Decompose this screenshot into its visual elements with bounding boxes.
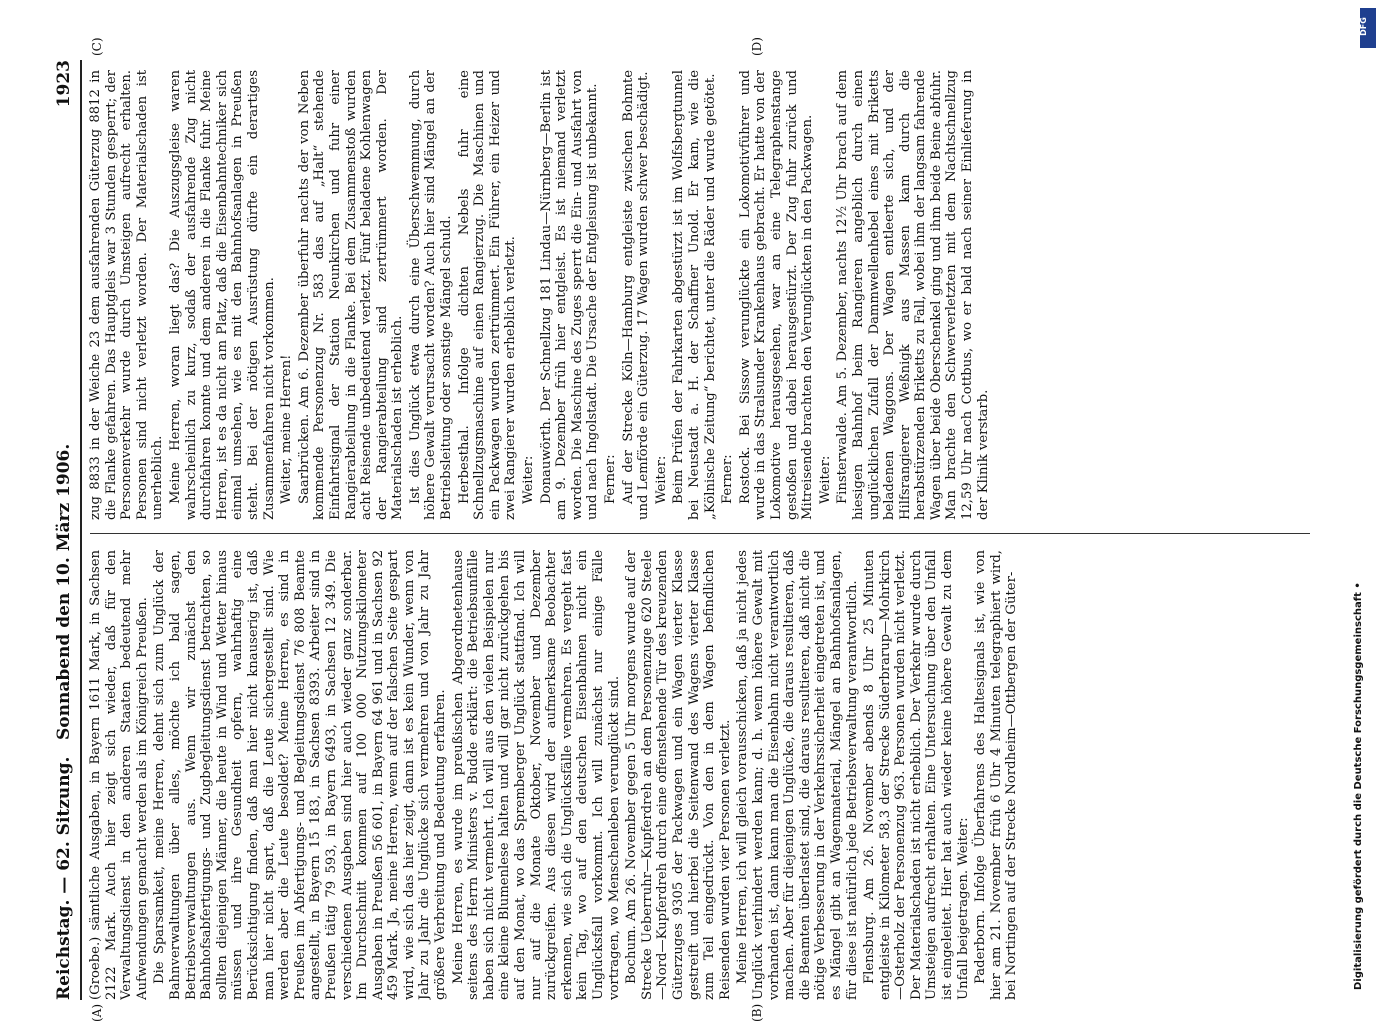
page-header xyxy=(50,60,78,1000)
paragraph: zug 8833 in der Weiche 23 dem ausfahrenden Güterzug 8812 in die Flanke gefahren. Das Hauptgleis war 3 Stunden gesperrt; der Personenverkehr wurde durch Umsteigen aufrecht erhalten. Personen sind nicht verletzt worden. Der Materialschaden ist unerheblich. xyxy=(88,70,166,520)
right-column xyxy=(88,70,1328,520)
dfg-logo-text: DFG xyxy=(1358,17,1368,36)
paragraph: (Groebe.) sämtliche Ausgaben, in Bayern 1611 Mark, in Sachsen 2122 Mark. Auch hier zeigt sich wieder, daß für den Verwaltungsdienst in den anderen Staaten bedeutend mehr Aufwendungen gemacht werden als im Königreich Preußen. xyxy=(88,550,150,1000)
paragraph: Beim Prüfen der Fahrkarten abgestürzt ist im Wolfsbergtunnel bei Neustadt a. H. der Schaffner Unold. Er kam, wie die „Kölnische Zeitung“ berichtet, unter die Räder und wurde getötet. xyxy=(671,70,718,520)
digitization-credit xyxy=(1353,10,1373,990)
paragraph: Ist dies Unglück etwa durch eine Überschwemmung, durch höhere Gewalt verursacht worden? Auch hier sind Mängel an der Betriebsleitung oder sonstige Mängel schuld. xyxy=(407,70,455,520)
paragraph: Herbesthal. Infolge dichten Nebels fuhr eine Schnellzugsmaschine auf einen Rangierzug. Die Maschinen und ein Packwagen wurden zertrümmert. Ein Führer, ein Heizer und zwei Rangierer wurden erheblich verletzt. xyxy=(456,70,519,520)
margin-marker-a: (A) xyxy=(90,1003,104,1022)
paragraph: Saarbrücken. Am 6. Dezember überfuhr nachts der von Neben kommende Personenzug Nr. 583 das auf „Halt“ stehende Einfahrtsignal der Station Neunkirchen und fuhr einer Rangierabteilung in die Flanke. Bei dem Zusammenstoß wurden acht Reisende unbedeutend verletzt. Fünf beladene Kohlenwagen der Rangierabteilung sind zertrümmert worden. Der Materialschaden ist erheblich. xyxy=(296,70,406,520)
paragraph: Weiter: xyxy=(817,455,833,504)
paragraph: Meine Herren, ich will gleich vorausschicken, daß ja nicht jedes Unglück verhindert werden kann; d. h. wenn höhere Gewalt mit vorhanden ist, dann kann man die Eisenbahn nicht verantwortlich machen. Aber für diejenigen Unglücke, die daraus resultieren, daß die Beamten überlastet sind, die daraus resultieren, daß nicht die nötige Verbesserung in der Verkehrssicherheit eingetreten ist, und es Mängel gibt an Wagenmaterial, Mängel an Bahnhofsanlagen, für diese ist natürlich jede Betriebsverwaltung verantwortlich. xyxy=(735,550,860,1000)
paragraph: Ferner: xyxy=(720,454,736,504)
paragraph: Bochum. Am 26. November gegen 5 Uhr morgens wurde auf der Strecke Ueberruhr—Kupferdreh an dem Personenzuge 620 Steele—Nord—Kupferdreh durch eine offenstehende Tür des kreuzenden Güterzuges 9305 der Packwagen und ein Wagen vierter Klasse gestreift und hierbei die Seitenwand des Wagens vierter Klasse zum Teil eingedrückt. Von den in dem Wagen befindlichen Reisenden wurden vier Personen verletzt. xyxy=(624,550,733,1000)
header-title: Reichstag. — 62. Sitzung. xyxy=(54,756,74,1000)
paragraph: Paderborn. Infolge Überfahrens des Haltesignals ist, wie von hier am 21. November früh 6 Uhr 4 Minuten telegraphiert wird, bei Nortingen auf der Strecke Nordheim—Ottbergen der Güter- xyxy=(973,550,1020,1000)
left-column xyxy=(88,550,1328,1000)
paragraph: Meine Herren, woran liegt das? Die Auszugsgleise waren wahrscheinlich zu kurz, sodaß der ausfahrende Zug nicht durchfahren konnte und dem anderen in die Flanke fuhr. Meine Herren, ist es da nicht am Platz, daß die Eisenbahntechniker sich einmal umsehen, wie es mit den Bahnhofsanlagen in Preußen steht. Bei der nötigen Ausrüstung dürfte ein derartiges Zusammenfahren nicht vorkommen. xyxy=(167,70,277,520)
margin-marker-c: (C) xyxy=(90,37,104,56)
paragraph: Finsterwalde. Am 5. Dezember, nachts 12¹⁄₂ Uhr brach auf dem hiesigen Bahnhof beim Rangieren angeblich durch einen unglücklichen Zufall der Dammwellenhebel eines mit Briketts beladenen Waggons. Der Wagen entleerte sich, und der Hilfsrangierer Weßnigk aus Massen kam durch die herabstürzenden Briketts zu Fall, wobei ihm der langsam fahrende Wagen über beide Oberschenkel ging und ihm beide Beine abfuhr. Man brachte den Schwerverletzten mit dem Nachtschnellzug 12,59 Uhr nach Cottbus, wo er bald nach seiner Einlieferung in der Klinik verstarb. xyxy=(835,70,991,520)
paragraph: Meine Herren, es wurde im preußischen Abgeordnetenhause seitens des Herrn Ministers v. Budde erklärt: die Betriebsunfälle haben sich nicht vermehrt. Ich will aus den vielen Beispielen nur eine kleine Blumenlese halten und will gar nicht zurückgehen bis auf den Monat, wo das Spremberger Unglück stattfand. Ich will nur auf die Monate Oktober, November und Dezember zurückgreifen. Aus diesen wird der aufmerksame Beobachter erkennen, wie sich die Unglücksfälle vermehren. Es vergeht fast kein Tag, wo auf den deutschen Eisenbahnen nicht ein Unglücksfall vorkommt. Ich will zunächst nur einige Fälle vortragen, wo Menschenleben verunglückt sind. xyxy=(450,550,622,1000)
column-divider xyxy=(90,533,1310,534)
paragraph: Weiter: xyxy=(521,455,537,504)
paragraph: Auf der Strecke Köln—Hamburg entgleiste zwischen Bohmte und Lemförde ein Güterzug. 17 Wagen wurden schwer beschädigt. xyxy=(620,70,652,520)
margin-marker-b: (B) xyxy=(750,1003,764,1022)
rotated-page-content xyxy=(50,37,1350,1022)
page-number: 1923 xyxy=(54,60,74,108)
paragraph: Die Sparsamkeit, meine Herren, dehnt sich zum Unglück der Bahnverwaltungen über alles, möchte ich bald sagen, Betriebsverwaltungen aus. Wenn wir zunächst den Bahnhofsabfertigungs- und Zugbegleitungsdienst betrachten, so sollten diejenigen Männer, die heute in Wind und Wetter hinaus müssen und ihre Gesundheit opfern, wahrhaftig eine Berücksichtigung finden, daß man hier nicht knauserig ist, daß man hier nicht spart, daß die Leute sichergestellt sind. Wie werden aber die Leute besoldet? Meine Herren, es sind in Preußen im Abfertigungs- und Begleitungsdienst 76 808 Beamte angestellt, in Bayern 15 183, in Sachsen 8393. Arbeiter sind in Preußen tätig 79 593, in Bayern 6493, in Sachsen 12 349. Die verschiedenen Ausgaben sind hier auch wieder ganz sonderbar. Im Durchschnitt kommen auf 100 000 Nutzungskilometer Ausgaben in Preußen 56 601, in Bayern 64 961 und in Sachsen 92 459 Mark. Ja, meine Herren, wenn auf der falschen Seite gespart wird, wie sich das hier zeigt, dann ist es kein Wunder, wenn von Jahr zu Jahr die Unglücke sich vermehren und von Jahr zu Jahr größere Verbreitung und Bedeutung erfahren. xyxy=(152,550,449,1000)
paragraph: Donauwörth. Der Schnellzug 181 Lindau—Nürnberg—Berlin ist am 9. Dezember früh hier entgleist. Es ist niemand verletzt worden. Die Maschine des Zuges sperrt die Ein- und Ausfahrt von und nach Ingolstadt. Die Ursache der Entgleisung ist unbekannt. xyxy=(538,70,601,520)
paragraph: Weiter: xyxy=(653,455,669,504)
paragraph: Ferner: xyxy=(603,454,618,504)
header-date: Sonnabend den 10. März 1906. xyxy=(54,443,74,740)
dfg-logo xyxy=(1360,8,1376,48)
header-rule xyxy=(80,60,82,1000)
credit-text: Digitalisierung gefördert durch die Deutsche Forschungsgemeinschaft • xyxy=(1353,582,1364,990)
margin-marker-d: (D) xyxy=(750,37,764,56)
paragraph: Rostock. Bei Sissow verunglückte ein Lokomotivführer und wurde in das Stralsunder Krankenhaus gebracht. Er hatte von der Lokomotive herausgesehen, war an eine Telegraphenstange gestoßen und dabei herausgestürzt. Der Zug fuhr zurück und Mitreisende brachten den Verunglückten in den Packwagen. xyxy=(737,70,816,520)
paragraph: Flensburg. Am 26. November abends 8 Uhr 25 Minuten entgleiste in Kilometer 58,3 der Strecke Süderbrarup—Mohrkirch—Osterholz der Personenzug 963. Personen wurden nicht verletzt. Der Materialschaden ist nicht erheblich. Der Verkehr wurde durch Umsteigen aufrecht erhalten. Eine Untersuchung über den Unfall ist eingeleitet. Hier hat auch wieder keine höhere Gewalt zu dem Unfall beigetragen. Weiter: xyxy=(862,550,971,1000)
paragraph: Weiter, meine Herren! xyxy=(279,354,295,504)
